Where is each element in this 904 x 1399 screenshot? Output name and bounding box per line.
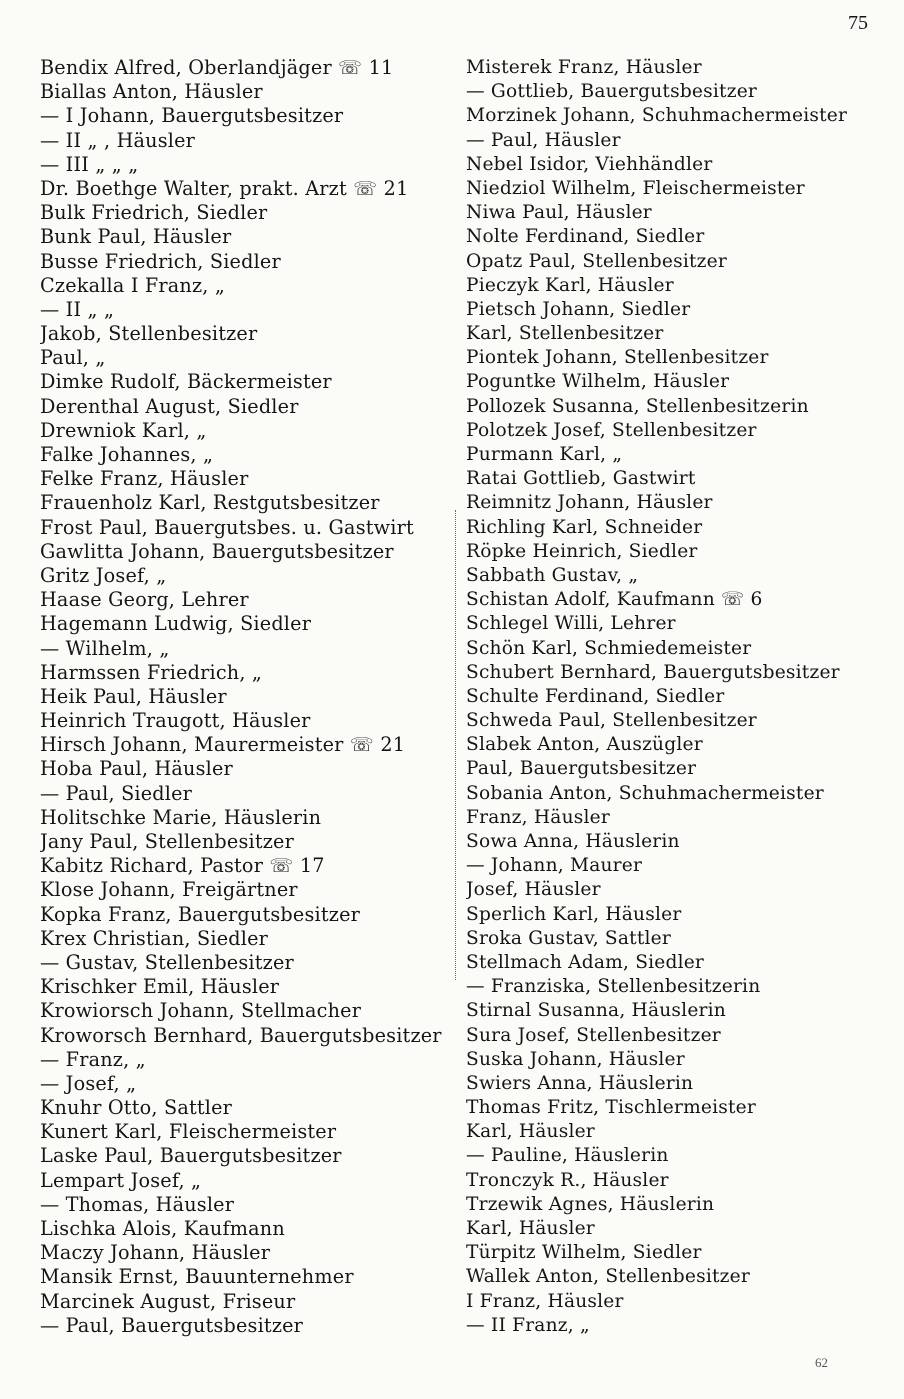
column-divider	[455, 510, 456, 980]
directory-entry: Niwa Paul, Häusler	[466, 202, 652, 224]
directory-entry: Karl, Häusler	[466, 1218, 595, 1239]
directory-entry: Krex Christian, Siedler	[40, 926, 269, 950]
directory-entry: Sobania Anton, Schuhmachermeister	[466, 782, 824, 804]
directory-entry: Stellmach Adam, Siedler	[466, 951, 705, 973]
directory-entry: — II „ „	[40, 297, 115, 321]
directory-entry: Polotzek Josef, Stellenbesitzer	[466, 419, 757, 441]
directory-entry: Frauenholz Karl, Restgutsbesitzer	[40, 491, 380, 515]
directory-entry: Josef, Häusler	[466, 879, 601, 901]
directory-entry: — Paul, Bauergutsbesitzer	[40, 1313, 304, 1337]
directory-entry: Lischka Alois, Kaufmann	[40, 1217, 285, 1240]
directory-entry: — I Johann, Bauergutsbesitzer	[40, 104, 344, 128]
directory-entry: Dr. Boethge Walter, prakt. Arzt ☏ 21	[40, 176, 409, 200]
left-column	[40, 56, 458, 1338]
directory-entry: Purmann Karl, „	[466, 444, 623, 465]
directory-entry: Laske Paul, Bauergutsbesitzer	[40, 1144, 342, 1168]
directory-entry: Karl, Häusler	[466, 1121, 595, 1143]
directory-entry: Sperlich Karl, Häusler	[466, 903, 682, 925]
directory-entry: Sura Josef, Stellenbesitzer	[466, 1024, 721, 1046]
directory-entry: — Paul, Häusler	[466, 129, 621, 151]
directory-entry: Kopka Franz, Bauergutsbesitzer	[40, 902, 360, 926]
directory-entry: Trzewik Agnes, Häuslerin	[466, 1193, 715, 1215]
directory-entry: — Johann, Maurer	[466, 855, 643, 877]
directory-entry: Schön Karl, Schmiedemeister	[466, 637, 752, 659]
directory-entry: Piontek Johann, Stellenbesitzer	[466, 347, 769, 369]
directory-entry: Holitschke Marie, Häuslerin	[40, 805, 322, 829]
directory-entry: Hirsch Johann, Maurermeister ☏ 21	[40, 733, 406, 757]
directory-entry: — Josef, „	[40, 1071, 137, 1095]
directory-entry: Wallek Anton, Stellenbesitzer	[466, 1266, 750, 1288]
directory-entry: Frost Paul, Bauergutsbes. u. Gastwirt	[40, 515, 414, 539]
directory-entry: Schlegel Willi, Lehrer	[466, 613, 676, 635]
directory-entry: Swiers Anna, Häuslerin	[466, 1072, 694, 1094]
directory-entry: Suska Johann, Häusler	[466, 1048, 685, 1070]
directory-entry: Derenthal August, Siedler	[40, 394, 299, 418]
directory-entry: Sabbath Gustav, „	[466, 564, 639, 586]
directory-entry: Schistan Adolf, Kaufmann ☏ 6	[466, 589, 763, 611]
directory-entry: Knuhr Otto, Sattler	[40, 1096, 233, 1120]
directory-entry: Drewniok Karl, „	[40, 418, 207, 442]
directory-entry: Pietsch Johann, Siedler	[466, 298, 691, 320]
right-column	[466, 56, 886, 1338]
directory-entry: Niedziol Wilhelm, Fleischermeister	[466, 177, 805, 199]
directory-entry: Lempart Josef, „	[40, 1168, 202, 1192]
directory-entry: Franz, Häusler	[466, 806, 610, 828]
directory-entry: Schweda Paul, Stellenbesitzer	[466, 710, 757, 732]
directory-entry: Morzinek Johann, Schuhmachermeister	[466, 105, 848, 127]
directory-entry: Maczy Johann, Häusler	[40, 1241, 271, 1265]
directory-entry: Poguntke Wilhelm, Häusler	[466, 371, 730, 393]
directory-entry: Pieczyk Karl, Häusler	[466, 274, 674, 296]
page-number: 75	[848, 12, 868, 34]
directory-entry: — Thomas, Häusler	[40, 1192, 235, 1216]
directory-entry: Schulte Ferdinand, Siedler	[466, 685, 725, 707]
directory-entry: Bendix Alfred, Oberlandjäger ☏ 11	[40, 56, 394, 79]
directory-entry: Bulk Friedrich, Siedler	[40, 201, 268, 225]
directory-entry: Schubert Bernhard, Bauergutsbesitzer	[466, 661, 840, 683]
directory-entry: Ratai Gottlieb, Gastwirt	[466, 468, 696, 490]
directory-entry: I Franz, Häusler	[466, 1290, 624, 1312]
directory-entry: Gritz Josef, „	[40, 563, 167, 587]
directory-entry: Hoba Paul, Häusler	[40, 757, 233, 781]
directory-entry: Kroworsch Bernhard, Bauergutsbesitzer	[40, 1023, 442, 1047]
directory-entry: Stirnal Susanna, Häuslerin	[466, 1000, 726, 1022]
directory-entry: Felke Franz, Häusler	[40, 467, 249, 491]
directory-entry: Röpke Heinrich, Siedler	[466, 540, 698, 562]
directory-entry: Gawlitta Johann, Bauergutsbesitzer	[40, 539, 394, 563]
directory-entry: Dimke Rudolf, Bäckermeister	[40, 370, 332, 394]
directory-entry: Falke Johannes, „	[40, 443, 214, 466]
footer-mark: 62	[815, 1355, 828, 1370]
directory-entry: Richling Karl, Schneider	[466, 516, 703, 538]
directory-entry: Jakob, Stellenbesitzer	[40, 322, 258, 346]
directory-entry: Sroka Gustav, Sattler	[466, 927, 671, 949]
directory-entry: Nolte Ferdinand, Siedler	[466, 226, 705, 248]
directory-entry: Reimnitz Johann, Häusler	[466, 492, 713, 514]
directory-entry: — Paul, Siedler	[40, 781, 193, 805]
directory-entry: Opatz Paul, Stellenbesitzer	[466, 250, 727, 272]
directory-entry: — Franziska, Stellenbesitzerin	[466, 976, 761, 998]
directory-entry: Harmssen Friedrich, „	[40, 660, 263, 684]
directory-entry: Biallas Anton, Häusler	[40, 80, 263, 104]
directory-entry: Marcinek August, Friseur	[40, 1289, 296, 1313]
directory-entry: Kabitz Richard, Pastor ☏ 17	[40, 854, 325, 878]
directory-entry: — II Franz, „	[466, 1314, 590, 1336]
directory-entry: Türpitz Wilhelm, Siedler	[466, 1242, 702, 1264]
directory-entry: — II „ , Häusler	[40, 128, 196, 152]
directory-entry: Paul, „	[40, 346, 106, 370]
directory-entry: — Franz, „	[40, 1047, 146, 1071]
directory-entry: Pollozek Susanna, Stellenbesitzerin	[466, 395, 809, 417]
directory-entry: Karl, Stellenbesitzer	[466, 323, 664, 345]
directory-entry: Sowa Anna, Häuslerin	[466, 831, 680, 852]
directory-entry: Mansik Ernst, Bauunternehmer	[40, 1265, 354, 1289]
directory-entry: — Pauline, Häuslerin	[466, 1145, 669, 1167]
directory-entry: Krowiorsch Johann, Stellmacher	[40, 999, 362, 1023]
directory-entry: Slabek Anton, Auszügler	[466, 734, 703, 756]
directory-entry: — Wilhelm, „	[40, 636, 170, 660]
directory-entry: Heinrich Traugott, Häusler	[40, 709, 311, 733]
directory-entry: Thomas Fritz, Tischlermeister	[466, 1097, 756, 1119]
directory-entry: Haase Georg, Lehrer	[40, 588, 249, 612]
directory-entry: Hagemann Ludwig, Siedler	[40, 612, 312, 636]
directory-entry: Czekalla I Franz, „	[40, 273, 226, 297]
directory-entry: — III „ „ „	[40, 152, 139, 176]
directory-entry: Heik Paul, Häusler	[40, 684, 227, 708]
directory-entry: Jany Paul, Stellenbesitzer	[40, 830, 294, 853]
directory-entry: Busse Friedrich, Siedler	[40, 249, 281, 273]
directory-entry: Paul, Bauergutsbesitzer	[466, 758, 697, 780]
directory-entry: Nebel Isidor, Viehhändler	[466, 153, 713, 175]
directory-entry: Klose Johann, Freigärtner	[40, 878, 298, 902]
directory-entry: Kunert Karl, Fleischermeister	[40, 1120, 337, 1144]
directory-entry: Misterek Franz, Häusler	[466, 57, 702, 78]
directory-entry: — Gustav, Stellenbesitzer	[40, 950, 294, 974]
directory-entry: Krischker Emil, Häusler	[40, 975, 280, 999]
directory-entry: — Gottlieb, Bauergutsbesitzer	[466, 81, 757, 103]
directory-entry: Bunk Paul, Häusler	[40, 225, 232, 249]
directory-entry: Tronczyk R., Häusler	[466, 1169, 669, 1191]
